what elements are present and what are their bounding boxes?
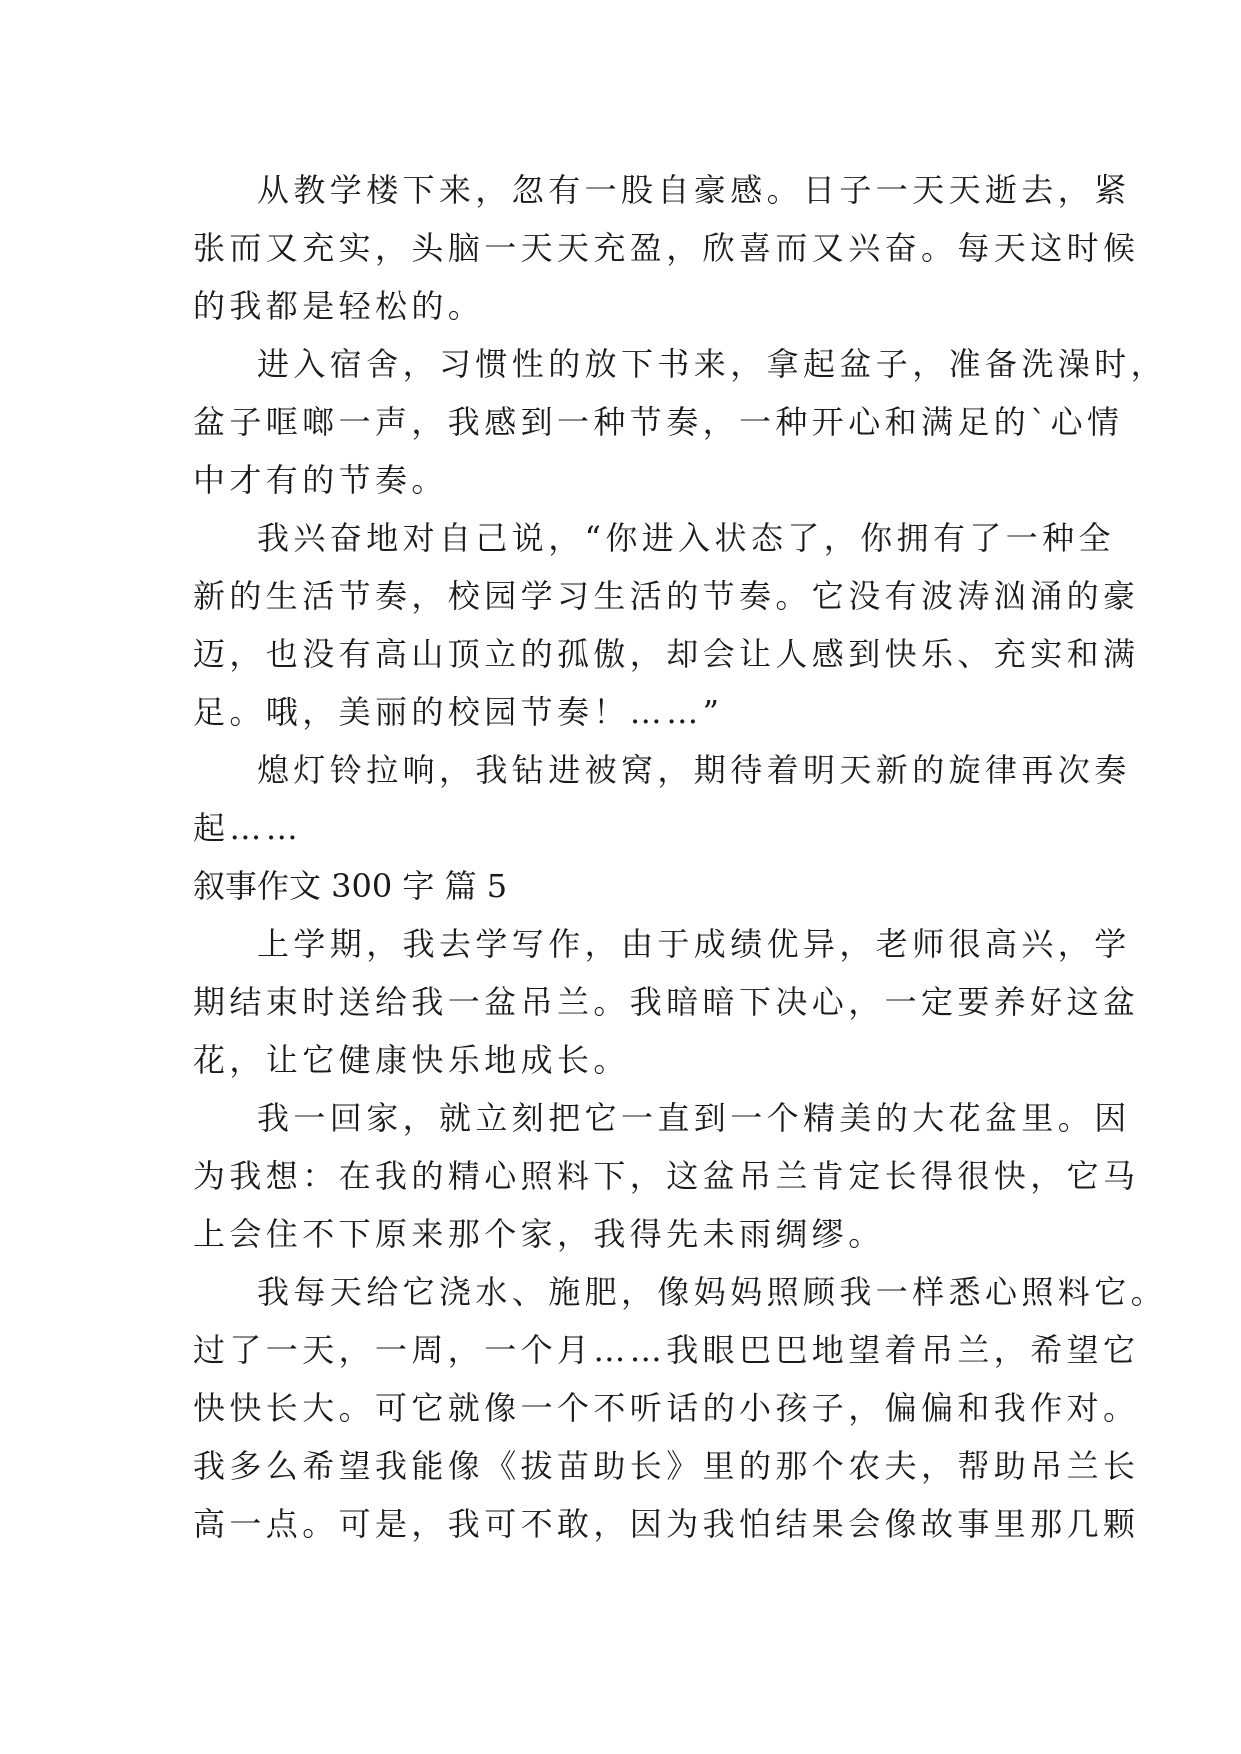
text-line: 上学期，我去学写作，由于成绩优异，老师很高兴，学 — [257, 925, 1131, 963]
text-line: 过了一天，一周，一个月……我眼巴巴地望着吊兰，希望它 — [193, 1331, 1140, 1369]
text-line: 中才有的节奏。 — [193, 461, 448, 499]
text-line: 新的生活节奏，校园学习生活的节奏。它没有波涛汹涌的豪 — [193, 577, 1140, 615]
text-line: 迈，也没有高山顶立的孤傲，却会让人感到快乐、充实和满 — [193, 635, 1140, 673]
text-line: 起…… — [193, 809, 303, 847]
section-heading: 叙事作文 300 字 篇 5 — [193, 867, 508, 905]
text-line: 从教学楼下来，忽有一股自豪感。日子一天天逝去，紧 — [257, 171, 1131, 209]
text-line: 盆子哐啷一声，我感到一种节奏，一种开心和满足的`心情 — [193, 403, 1124, 441]
text-line: 快快长大。可它就像一个不听话的小孩子，偏偏和我作对。 — [193, 1389, 1140, 1427]
text-line: 为我想：在我的精心照料下，这盆吊兰肯定长得很快，它马 — [193, 1157, 1140, 1195]
text-line: 期结束时送给我一盆吊兰。我暗暗下决心，一定要养好这盆 — [193, 983, 1140, 1021]
text-line: 上会住不下原来那个家，我得先未雨绸缪。 — [193, 1215, 885, 1253]
text-line: 的我都是轻松的。 — [193, 287, 485, 325]
text-line: 进入宿舍，习惯性的放下书来，拿起盆子，准备洗澡时， — [257, 345, 1168, 383]
text-line: 花，让它健康快乐地成长。 — [193, 1041, 630, 1079]
text-line: 张而又充实，头脑一天天充盈，欣喜而又兴奋。每天这时候 — [193, 229, 1140, 267]
text-line: 熄灯铃拉响，我钻进被窝，期待着明天新的旋律再次奏 — [257, 751, 1131, 789]
text-line: 足。哦，美丽的校园节奏！……” — [193, 693, 724, 731]
text-line: 我兴奋地对自己说，“你进入状态了，你拥有了一种全 — [257, 519, 1115, 557]
text-line: 我每天给它浇水、施肥，像妈妈照顾我一样悉心照料它。 — [257, 1273, 1168, 1311]
text-line: 高一点。可是，我可不敢，因为我怕结果会像故事里那几颗 — [193, 1505, 1140, 1543]
text-line: 我多么希望我能像《拔苗助长》里的那个农夫，帮助吊兰长 — [193, 1447, 1140, 1485]
text-line: 我一回家，就立刻把它一直到一个精美的大花盆里。因 — [257, 1099, 1131, 1137]
